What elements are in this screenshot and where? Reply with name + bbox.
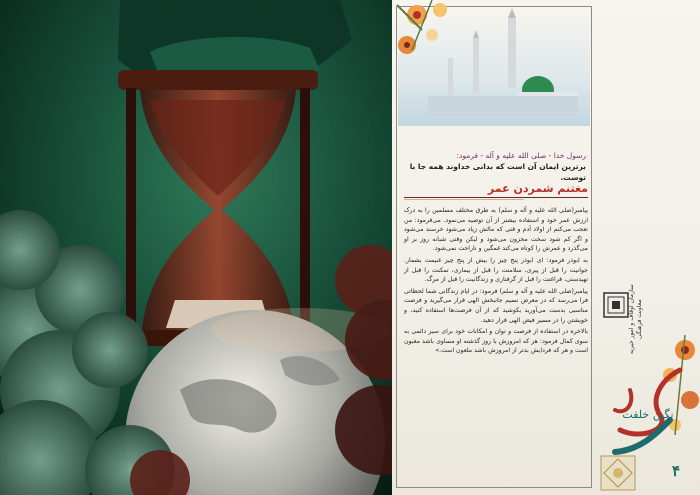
ornament-tile (600, 455, 636, 491)
article-title: مغتنم شمردن عمر (487, 182, 588, 195)
paragraph: به ابوذر فرمود: ای ابوذر پنج چیز را بیش از پنج چیز غنیمت بشمار. جوانیت را قبل از پیری، سلامتت را قبل از بیماری، تمکنت را قبل از تهیدستی، فراغتت را قبل از گرفتاری و زندگانیت را قبل از مرگ. (404, 256, 588, 284)
article-body (404, 206, 588, 358)
hadith-text: برترین ایمان آن است که بدانی خداوند همه جا با توست. (409, 162, 586, 182)
paragraph: پیامبر(صلی الله علیه و آله و سلم) به طرق مختلف مسلمین را به درک ارزش عمر خود و استفاده بیشتر از آن توصیه می‌نمود. می‌فرمود: من تعجب می‌کنم از اولاد آدم و قتی که مالش زیاد می‌شود خرسند می‌شود و اگر کم شود سخت محزون می‌شود و لیکن وقتی شبانه روز بر او می‌گذرد و عمرش را کوتاه می‌کند غمگین و ناراحت نمی‌شود. (404, 207, 588, 253)
title-divider-accent (404, 199, 524, 200)
flowers-decoration (392, 0, 472, 80)
hadith-source: رسول خدا - صلی الله علیه و آله - فرمود: (456, 151, 586, 160)
calligraphy-logo (600, 360, 695, 460)
hadith-quote (400, 150, 586, 183)
calligraphy-text: نگین خلقت (622, 408, 674, 421)
paragraph: بالاخره در استفاده از فرصت و توان و امکانات خود برای سیر دائمی به سوی کمال فرمود: هر که امروزش با روز گذشته او مساوی باشد مغبون است و هر که فردایش بدتر از امروزش باشد ملعون است.» (404, 328, 588, 355)
organization-name: سازمان اوقاف و امور خیریه معاونت فرهنگی (628, 284, 643, 354)
page-number: ۴ (672, 462, 681, 480)
organization-logo-icon (603, 292, 629, 318)
title-divider (404, 197, 588, 198)
paragraph: پیامبر(صلی الله علیه و آله و سلم) فرمود: در ایام زندگانی شما لحظاتی فرا می‌رسد که در معرض نسیم جانبخش الهی قرار می‌گیرید و فرصت مناسبی بدست می‌آورید بکوشید که از آن فرصت‌ها استفاده کنید، و خویشتن را در مسیر فیض الهی قرار دهید. (404, 287, 588, 324)
